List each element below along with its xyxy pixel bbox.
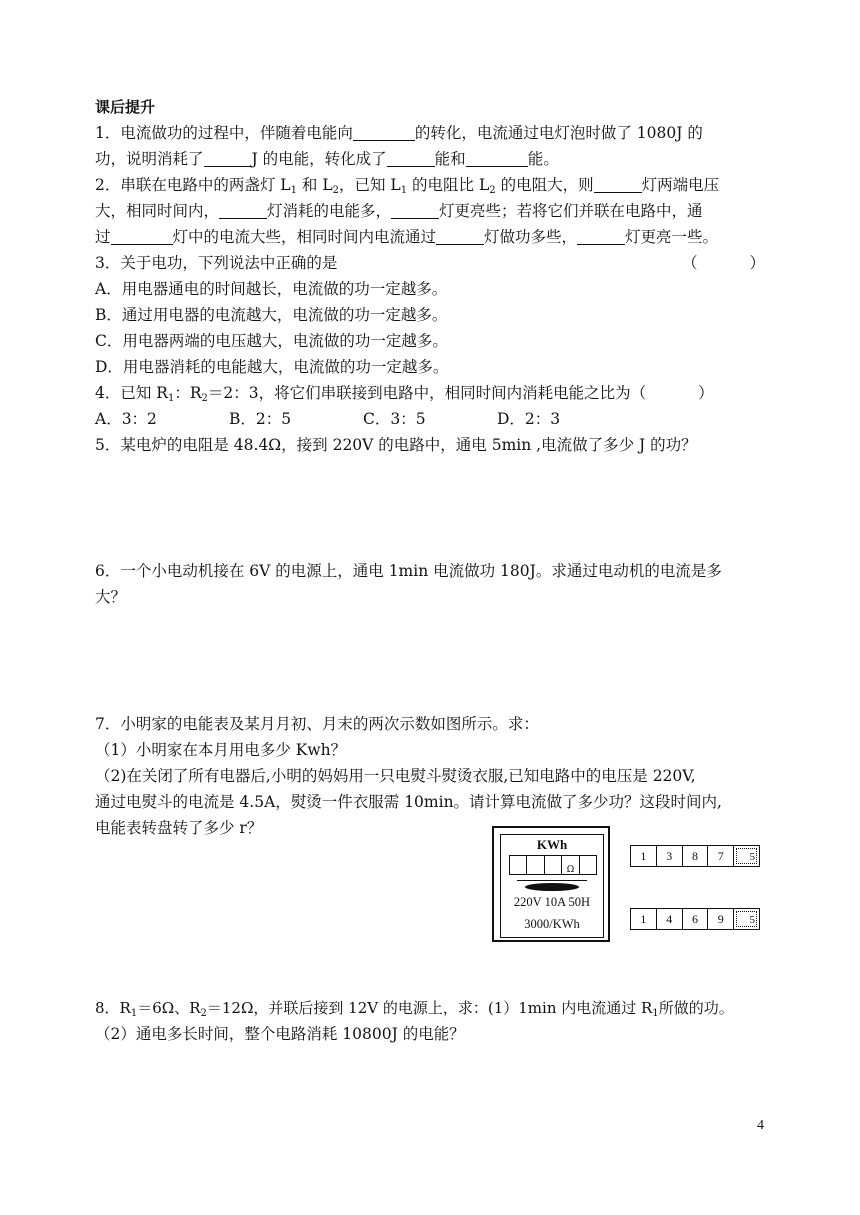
q4-text: ＝2：3，将它们串联接到电路中，相同时间内消耗电能之比为（ — [207, 384, 647, 402]
q1-text-6: 能。 — [527, 150, 559, 168]
page-number: 4 — [757, 1118, 764, 1133]
subscript: 1 — [290, 185, 297, 196]
subscript: 1 — [652, 1008, 659, 1019]
subscript: 2 — [201, 393, 208, 404]
q2-blank-6[interactable] — [577, 228, 625, 245]
q2-text: 灯两端电压 — [641, 176, 720, 194]
q2-blank-4[interactable] — [111, 228, 173, 245]
electric-meter-figure — [492, 826, 610, 942]
question-8-line-1 — [95, 995, 734, 1021]
q1-blank-3[interactable] — [387, 150, 435, 167]
reading-decimal-digit: 5 — [736, 911, 757, 927]
reading-digit: 9 — [708, 909, 734, 929]
reading-decimal-cell — [734, 909, 759, 929]
question-5: 5．某电炉的电阻是 48.4Ω，接到 220V 的电路中，通电 5min ,电流做了多少 J 的功？ — [95, 436, 697, 454]
q1-text-3: 功，说明消耗了 — [95, 150, 204, 168]
question-7-line-3: （2)在关闭了所有电器后,小明的妈妈用一只电熨斗熨烫衣服,已知电路中的电压是 220V, — [95, 767, 696, 785]
reading-digit: 4 — [657, 909, 683, 929]
meter-reading-month-start — [630, 845, 760, 867]
paren-open: （ — [682, 254, 698, 272]
q2-text: 的电阻大，则 — [495, 176, 594, 194]
q2-text: 过 — [95, 228, 111, 246]
q4-text: ：R — [174, 384, 202, 402]
q3-text: 3．关于电功，下列说法中正确的是 — [95, 254, 338, 272]
question-2-line-3 — [95, 224, 718, 250]
q2-text: 大，相同时间内， — [95, 202, 220, 220]
q8-text: 所做的功。 — [658, 999, 734, 1017]
subscript: 1 — [400, 185, 408, 196]
reading-digit: 8 — [683, 846, 709, 866]
reading-digit: 7 — [708, 846, 734, 866]
meter-reading-month-end — [630, 908, 760, 930]
meter-spec-constant: 3000/KWh — [524, 917, 580, 931]
q2-text: 灯做功多些， — [484, 228, 578, 246]
q2-blank-2[interactable] — [219, 202, 267, 219]
question-1-line-2 — [95, 146, 559, 172]
paren-close: ） — [749, 254, 766, 272]
reading-decimal-digit: 5 — [736, 848, 757, 864]
question-2-line-1 — [95, 172, 719, 198]
question-2-line-2 — [95, 198, 703, 224]
q1-text-4: J 的电能，转化成了 — [251, 150, 387, 168]
q2-text: 的电阻比 L — [407, 176, 490, 194]
q8-text: 8．R — [95, 999, 131, 1017]
q2-blank-3[interactable] — [391, 202, 439, 219]
reading-decimal-cell — [734, 846, 759, 866]
question-7-line-4: 通过电熨斗的电流是 4.5A，熨烫一件衣服需 10min。请计算电流做了多少功？这段时间内, — [95, 793, 722, 811]
meter-display-cells — [509, 855, 597, 875]
meter-unit-label: KWh — [536, 837, 568, 852]
q8-text: ＝6Ω、R — [137, 999, 201, 1017]
question-8-line-2: （2）通电多长时间，整个电路消耗 10800J 的电能？ — [95, 1025, 465, 1043]
question-4-stem — [95, 380, 714, 406]
q4-option-d: D．2：3 — [497, 410, 561, 428]
q4-option-a: A．3：2 — [95, 410, 157, 428]
question-7-line-1: 7．小明家的电能表及某月月初、月末的两次示数如图所示。求： — [95, 715, 539, 733]
question-6-line-2: 大？ — [95, 588, 127, 606]
q8-text: ＝12Ω，并联后接到 12V 的电源上，求：(1）1min 内电流通过 R — [206, 999, 653, 1017]
q2-text: 2．串联在电路中的两盏灯 L — [95, 176, 291, 194]
q1-text-2: 的转化，电流通过电灯泡时做了 1080J 的 — [414, 124, 703, 142]
section-title: 课后提升 — [95, 98, 156, 116]
reading-digit: 1 — [631, 846, 657, 866]
q4-text: 4．已知 R — [95, 384, 168, 402]
question-1-line-1 — [95, 120, 703, 146]
q2-text: 灯更亮些；若将它们并联在电路中，通 — [439, 202, 703, 220]
subscript: 2 — [200, 1008, 207, 1019]
q2-text: 灯中的电流大些，相同时间内电流通过 — [172, 228, 437, 246]
meter-divider — [517, 880, 587, 881]
reading-digit: 6 — [683, 909, 709, 929]
q2-text: 灯消耗的电能多， — [267, 202, 392, 220]
q1-text-1: 1．电流做功的过程中，伴随着电能向 — [95, 124, 353, 142]
subscript: 1 — [167, 393, 175, 404]
q4-options — [95, 406, 560, 432]
meter-disc-icon — [525, 883, 579, 891]
subscript: 1 — [130, 1008, 138, 1019]
q2-blank-1[interactable] — [594, 176, 642, 193]
q3-answer-parens[interactable] — [682, 250, 765, 276]
q4-option-c: C．3：5 — [363, 410, 426, 428]
question-6-line-1: 6．一个小电动机接在 6V 的电源上，通电 1min 电流做功 180J。求通过电动机的电流是多 — [95, 562, 722, 580]
reading-digit: 1 — [631, 909, 657, 929]
reading-digit: 3 — [657, 846, 683, 866]
q1-blank-1[interactable] — [353, 124, 415, 141]
q3-option-b: B．通过用电器的电流越大，电流做的功一定越多。 — [95, 306, 448, 324]
q1-text-5: 能和 — [434, 150, 466, 168]
question-7-line-5: 电能表转盘转了多少 r？ — [95, 819, 263, 837]
subscript: 2 — [332, 185, 339, 196]
q1-blank-4[interactable] — [466, 150, 528, 167]
q2-blank-5[interactable] — [436, 228, 484, 245]
q3-option-d: D．用电器消耗的电能越大，电流做的功一定越多。 — [95, 358, 449, 376]
q2-text: 灯更亮一些。 — [625, 228, 719, 246]
question-7-line-2: （1）小明家在本月用电多少 Kwh？ — [95, 741, 347, 759]
q2-text: ，已知 L — [339, 176, 401, 194]
meter-face — [500, 834, 604, 938]
question-3-stem — [95, 250, 337, 276]
q4-option-b: B．2：5 — [229, 410, 292, 428]
subscript: 2 — [489, 185, 496, 196]
q3-option-c: C．用电器两端的电压越大，电流做的功一定越多。 — [95, 332, 448, 350]
q4-text: ） — [698, 384, 714, 402]
meter-spec-rating: 220V 10A 50H — [513, 895, 591, 909]
meter-omega-label: Ω — [566, 865, 575, 875]
q3-option-a: A．用电器通电的时间越长，电流做的功一定越多。 — [95, 280, 448, 298]
q2-text: 和 L — [296, 176, 333, 194]
q1-blank-2[interactable] — [204, 150, 252, 167]
